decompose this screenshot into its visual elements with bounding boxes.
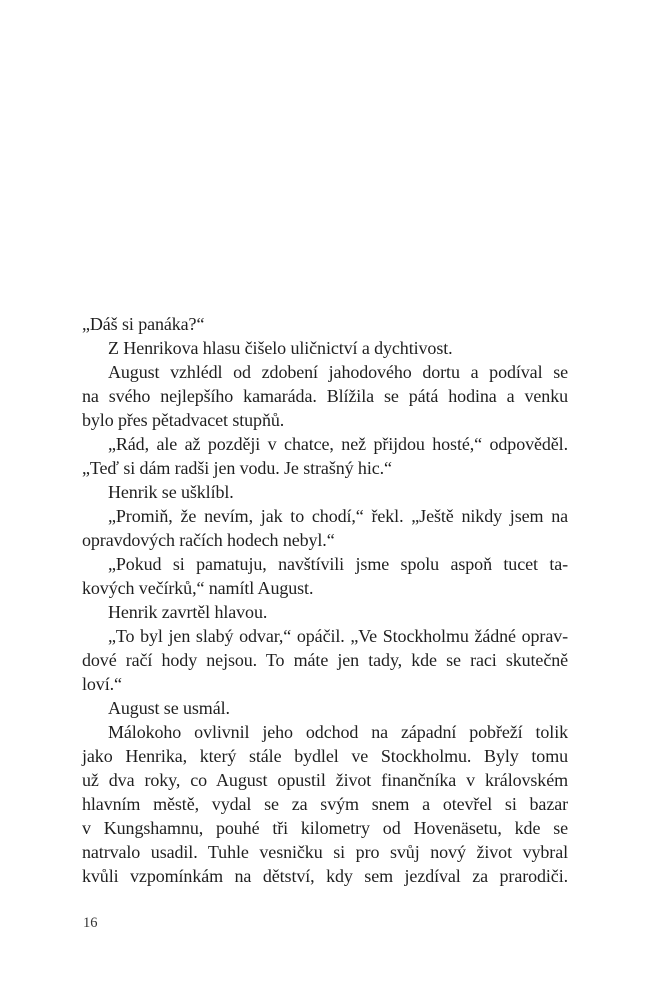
text-line: „Dáš si panáka?“ — [82, 314, 205, 334]
text-line: kových večírků,“ namítl August. — [82, 578, 314, 598]
text-line: „To byl jen slabý odvar,“ opáčil. „Ve Stockholmu žádné oprav- — [108, 626, 568, 646]
text-line: Málokoho ovlivnil jeho odchod na západní pobřeží tolik — [108, 722, 568, 742]
text-line: kvůli vzpomínkám na dětství, kdy sem jezdíval za prarodiči. — [82, 866, 568, 886]
text-line: „Pokud si pamatuju, navštívili jsme spolu aspoň tucet ta- — [108, 554, 568, 574]
text-line: opravdových račích hodech nebyl.“ — [82, 530, 335, 550]
text-line: už dva roky, co August opustil život finančníka v královském — [82, 770, 568, 790]
body-text — [82, 312, 568, 888]
text-line: loví.“ — [82, 674, 122, 694]
text-line: na svého nejlepšího kamaráda. Blížila se pátá hodina a venku — [82, 386, 568, 406]
text-line: Henrik zavrtěl hlavou. — [108, 602, 268, 622]
text-line: Z Henrikova hlasu čišelo uličnictví a dychtivost. — [108, 338, 453, 358]
text-line: bylo přes pětadvacet stupňů. — [82, 410, 285, 430]
text-line: August vzhlédl od zdobení jahodového dortu a podíval se — [108, 362, 568, 382]
text-line: „Promiň, že nevím, jak to chodí,“ řekl. „Ještě nikdy jsem na — [108, 506, 568, 526]
text-line: v Kungshamnu, pouhé tři kilometry od Hovenäsetu, kde se — [82, 818, 568, 838]
text-line: dové račí hody nejsou. To máte jen tady, kde se raci skutečně — [82, 650, 568, 670]
page-number: 16 — [83, 915, 98, 931]
text-line: „Rád, ale až později v chatce, než přijdou hosté,“ odpověděl. — [108, 434, 568, 454]
text-line: natrvalo usadil. Tuhle vesničku si pro svůj nový život vybral — [82, 842, 568, 862]
text-line: „Teď si dám radši jen vodu. Je strašný hic.“ — [82, 458, 392, 478]
text-line: jako Henrika, který stále bydlel ve Stockholmu. Byly tomu — [82, 746, 568, 766]
text-line: Henrik se ušklíbl. — [108, 482, 234, 502]
text-line: hlavním městě, vydal se za svým snem a otevřel si bazar — [82, 794, 568, 814]
text-line: August se usmál. — [108, 698, 230, 718]
